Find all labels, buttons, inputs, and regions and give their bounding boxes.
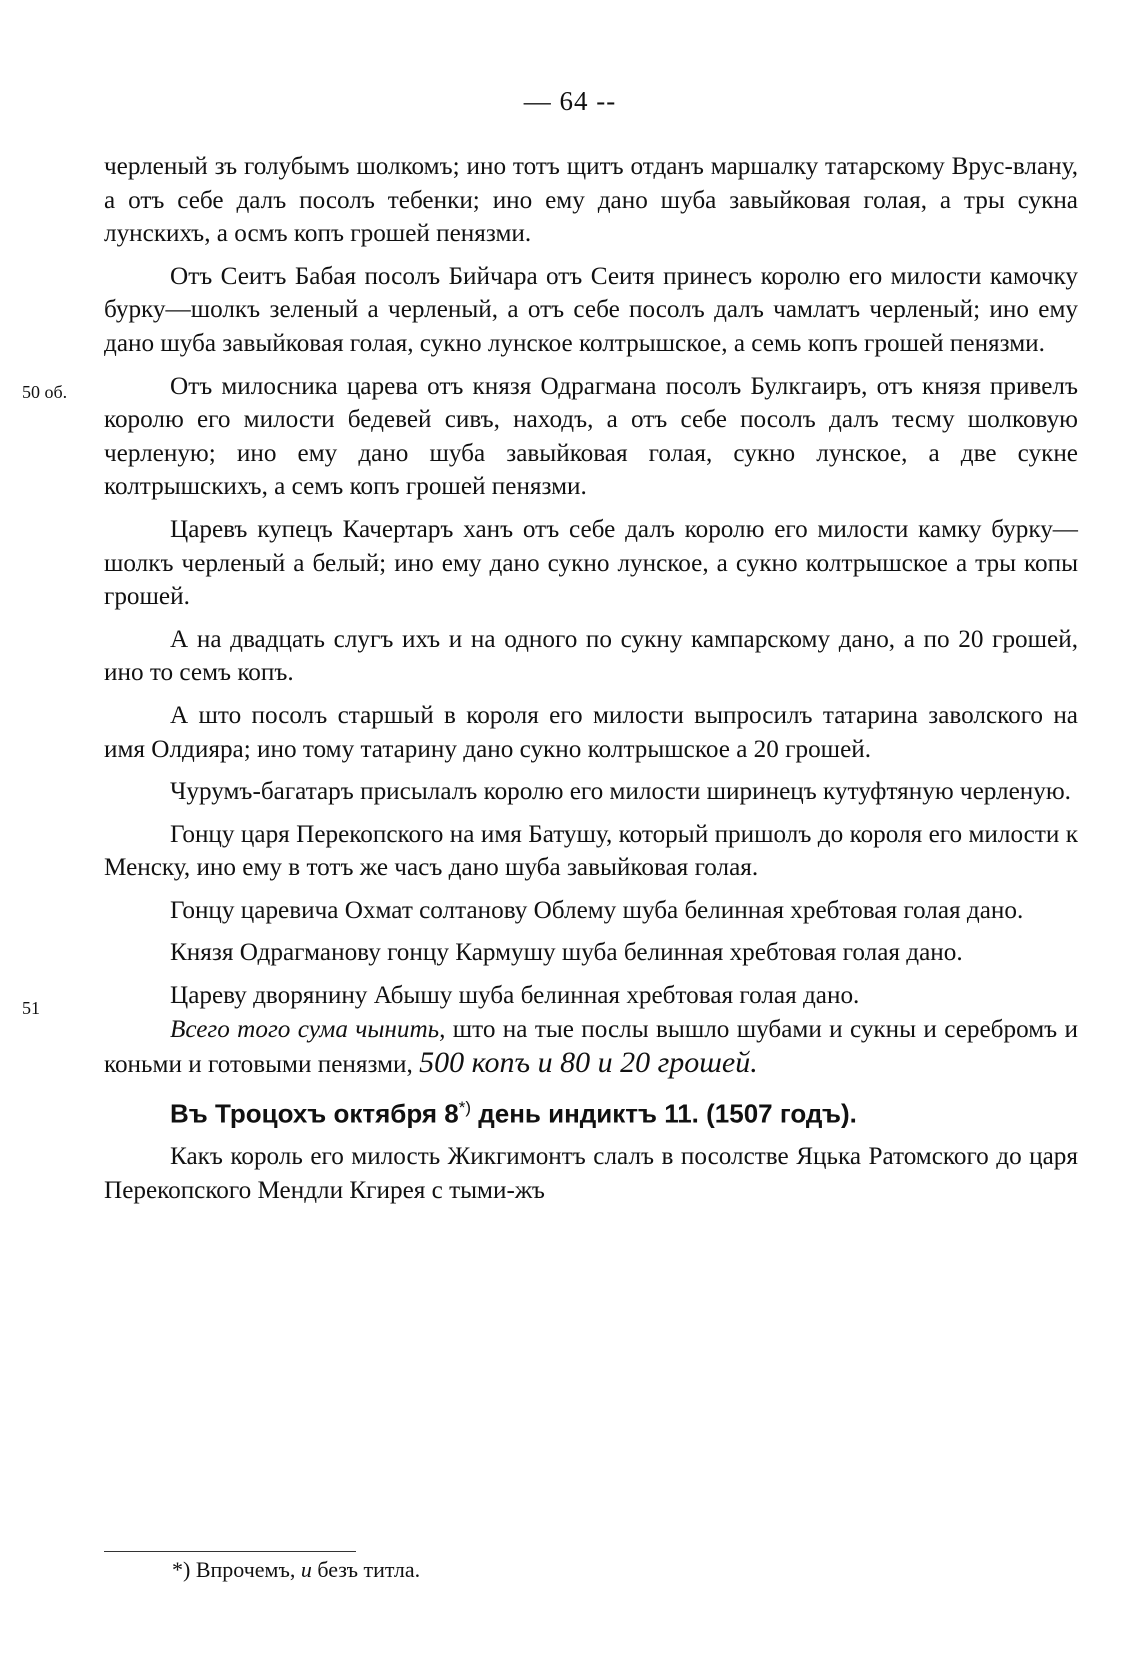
last-paragraph: Какъ король его милость Жикгимонтъ слалъ в посолстве Яцька Ратомского до царя Перекопского Мендли Кгирея с тыми-жъ [104,1143,1078,1204]
paragraph-2: Отъ Сеитъ Бабая посолъ Бийчара отъ Сеитя принесъ королю его милости камочку бурку—шолкъ зеленый а черленый, а отъ себе посолъ далъ чамлатъ черленый; ино ему дано шуба завыйковая голая, сукно лунское колтрышское, а семь копъ грошей пенязми. [104,262,1078,357]
section-heading [104,1091,1078,1131]
footnote [172,1555,420,1585]
paragraph-8: Гонцу царя Перекопского на имя Батушу, который пришолъ до короля его милости к Менску, ино ему в тотъ же часъ дано шуба завыйковая голая. [104,820,1078,882]
margin-note-50ob: 50 об. [22,382,68,402]
paragraph-4: Царевъ купецъ Качертаръ ханъ отъ себе далъ королю его милости камку бурку—шолкъ черленый а белый; ино ему дано сукно лунское, а сукно колтрышское а тры копы грошей. [104,515,1078,611]
paragraph-9: Гонцу царевича Охмат солтанову Облему шуба белинная хребтовая голая дано. [170,896,1024,924]
page-number: — 64 -- [523,86,617,116]
footnote-text-after: безъ титла. [311,1557,421,1582]
paragraph-1: черленый зъ голубымъ шолкомъ; ино тотъ щитъ отданъ маршалку татарскому Врус-влану, а отъ себе далъ посолъ тебенки; ино ему дано шуба завыйковая голая, а тры сукна лунскихъ, а осмъ копъ грошей пенязми. [104,153,1078,248]
footnote-italic-word: и [300,1557,312,1582]
paragraph-3: Отъ милосника царева отъ князя Одрагмана посолъ Булкгаиръ, отъ князя привелъ королю его милости бедевей сивъ, находъ, а отъ себе посолъ далъ тесму шолковую черленую; ино ему дано шуба завыйковая голая, сукно лунское, а две сукне колтрышскихъ, а семъ копъ грошей пенязми. [104,372,1078,501]
paragraph-7: Чурумъ-багатаръ присылалъ королю его милости ширинецъ кутуфтяную черленую. [170,778,1071,806]
paragraph-5: А на двадцать слугъ ихъ и на одного по сукну кампарскому дано, а по 20 грошей, ино то семъ копъ. [104,625,1078,687]
summary-middle: што на тые послы вышло шубами и сукны и серебромъ и коньми и готовыми пенязми, [104,1015,1078,1079]
summary-paragraph [104,1013,1078,1082]
paragraph-11: Цареву дворянину Абышу шуба белинная хребтовая голая дано. [170,982,860,1010]
summary-italic-lead: Всего того сума чынить, [170,1015,446,1043]
heading-before: Въ Троцохъ октября 8 [170,1098,459,1129]
footnote-rule [104,1551,356,1552]
heading-after: день индиктъ 11. (1507 годъ). [471,1098,857,1129]
heading-footnote-marker: *) [458,1097,471,1117]
footnote-text-before: Впрочемъ, [190,1557,301,1582]
margin-note-51: 51 [22,998,40,1018]
paragraph-6: А што посолъ старшый в короля его милости выпросилъ татарина заволского на имя Олдияра; ино тому татарину дано сукно колтрышское а 20 грошей. [104,701,1078,763]
paragraph-10: Князя Одрагманову гонцу Кармушу шуба белинная хребтовая голая дано. [170,939,963,967]
footnote-marker: *) [172,1557,191,1582]
body-text [104,150,1078,1207]
summary-total: 500 копъ и 80 и 20 грошей. [419,1046,758,1080]
